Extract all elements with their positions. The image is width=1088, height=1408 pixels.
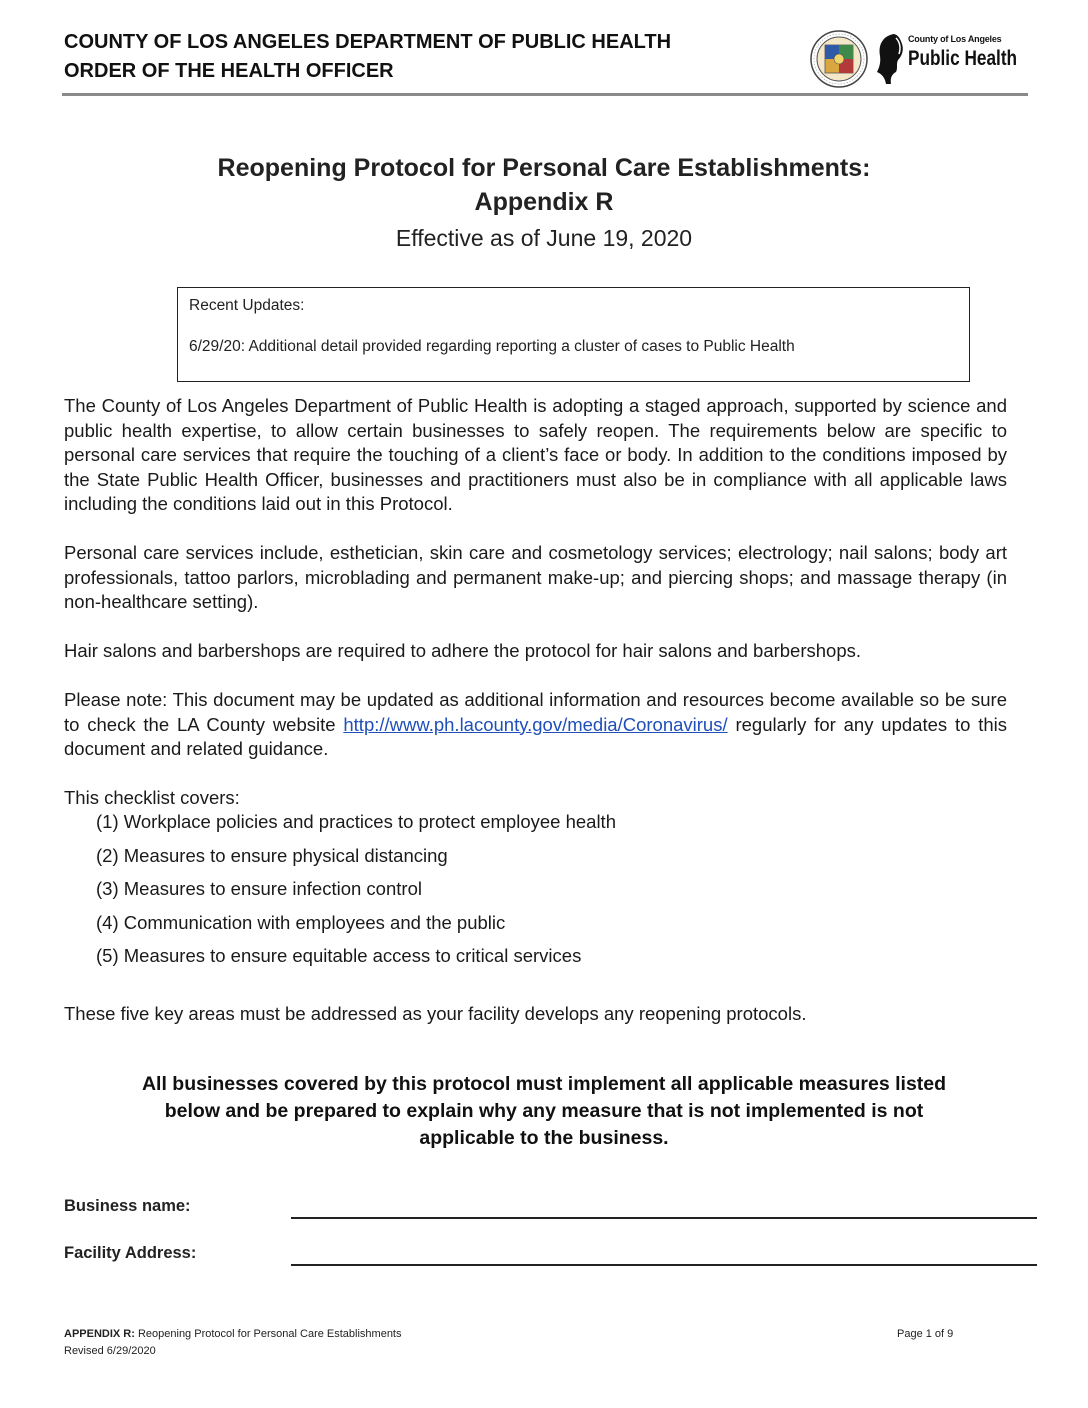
header-title <box>64 28 671 86</box>
compliance-notice-line-3: applicable to the business. <box>419 1127 669 1149</box>
update-notice-paragraph <box>64 688 1007 762</box>
header-line-2: ORDER OF THE HEALTH OFFICER <box>64 60 394 82</box>
document-subtitle: Appendix R <box>474 188 614 216</box>
compliance-notice <box>60 1071 1028 1152</box>
header-line-1: COUNTY OF LOS ANGELES DEPARTMENT OF PUBLIC HEALTH <box>64 31 672 53</box>
checklist-item: (1) Workplace policies and practices to protect employee health <box>96 811 616 832</box>
public-health-logo-small-text: County of Los Angeles <box>908 34 1002 44</box>
closing-paragraph: These five key areas must be addressed as your facility develops any reopening protocols. <box>64 1003 807 1024</box>
business-name-label: Business name: <box>64 1197 191 1215</box>
checklist-item: (4) Communication with employees and the public <box>96 912 506 933</box>
update-notice-text-end: regularly for any updates to this document and related guidance. <box>64 713 1007 759</box>
compliance-notice-line-1: All businesses covered by this protocol must implement all applicable measures listed <box>141 1073 947 1095</box>
checklist-item: (5) Measures to ensure equitable access to critical services <box>96 945 582 966</box>
county-seal-icon <box>810 30 868 88</box>
facility-address-field[interactable] <box>291 1264 1037 1266</box>
public-health-profile-icon <box>874 30 908 88</box>
update-notice-text-start: Please note: This document may be updated as additional information and resources become available so be sure to check the LA County website <box>64 689 1007 735</box>
page-number: Page 1 of 9 <box>897 1328 954 1340</box>
coronavirus-website-link[interactable]: http://www.ph.lacounty.gov/media/Coronavirus/ <box>343 713 728 735</box>
public-health-logo <box>874 30 1030 88</box>
public-health-logo-text: Public Health <box>908 47 1018 70</box>
header-divider <box>62 93 1028 96</box>
document-title: Reopening Protocol for Personal Care Establishments: <box>217 154 871 182</box>
footer-appendix <box>64 1328 402 1340</box>
footer-revised: Revised 6/29/2020 <box>64 1345 156 1357</box>
footer-appendix-title: Reopening Protocol for Personal Care Establishments <box>134 1328 402 1340</box>
hair-salons-paragraph: Hair salons and barbershops are required to adhere the protocol for hair salons and barbershops. <box>64 640 862 661</box>
recent-update-item: 6/29/20: Additional detail provided regarding reporting a cluster of cases to Public Health <box>189 338 795 355</box>
services-paragraph: Personal care services include, esthetician, skin care and cosmetology services; electrology; nail salons; body art professionals, tattoo parlors, microblading and permanent make-up; and piercing shops; and massage therapy (in non-healthcare setting). <box>64 542 1007 612</box>
effective-date: Effective as of June 19, 2020 <box>395 225 693 251</box>
checklist-intro: This checklist covers: <box>64 787 240 808</box>
recent-updates-box <box>177 287 970 382</box>
facility-address-label: Facility Address: <box>64 1244 197 1262</box>
business-name-field[interactable] <box>291 1217 1037 1219</box>
intro-paragraph: The County of Los Angeles Department of Public Health is adopting a staged approach, supported by science and public health expertise, to allow certain businesses to safely reopen. The requirements below are specific to personal care services that require the touching of a client’s face or body. In addition to the conditions imposed by the State Public Health Officer, businesses and practitioners must also be in compliance with all applicable laws including the conditions laid out in this Protocol. <box>64 395 1007 514</box>
compliance-notice-line-2: below and be prepared to explain why any measure that is not implemented is not <box>164 1100 924 1122</box>
recent-updates-heading: Recent Updates: <box>189 297 305 314</box>
checklist-item: (3) Measures to ensure infection control <box>96 878 422 899</box>
footer-appendix-label: APPENDIX R: <box>64 1328 135 1340</box>
checklist-item: (2) Measures to ensure physical distancing <box>96 845 448 866</box>
